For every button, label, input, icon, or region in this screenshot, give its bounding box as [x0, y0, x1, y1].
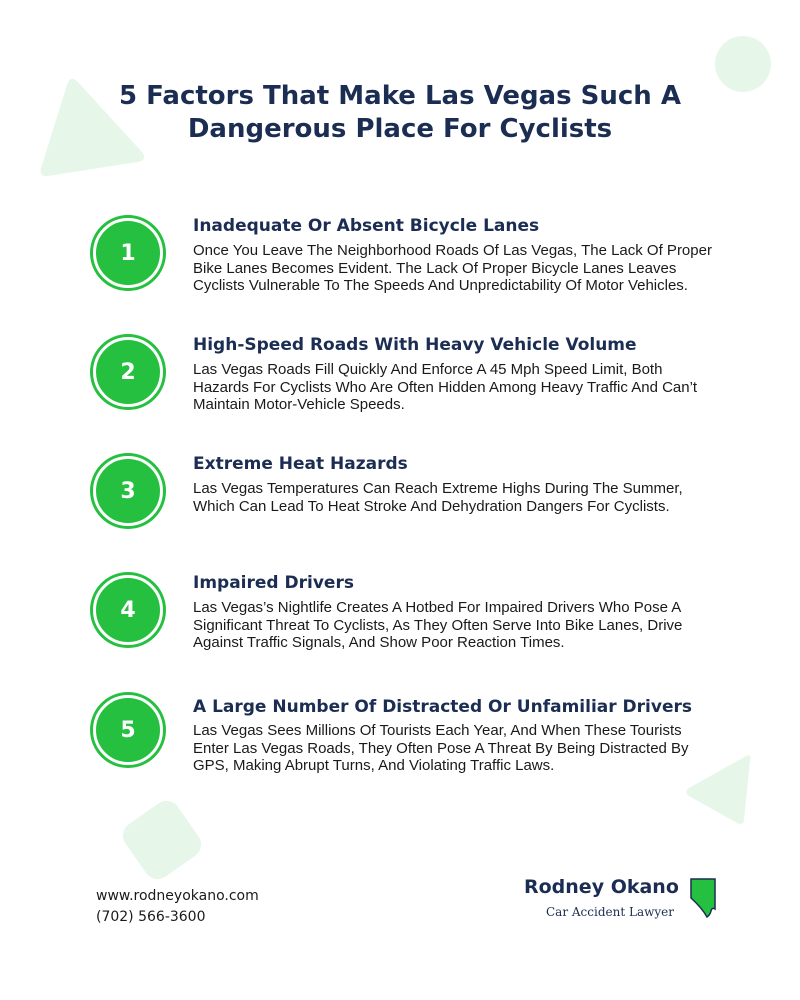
factor-number: 5: [120, 717, 136, 743]
factor-heading: High-Speed Roads With Heavy Vehicle Volume: [193, 335, 637, 355]
brand-logo: [524, 876, 724, 924]
decor-rounded-square-bottom-left: [112, 790, 212, 890]
factor-description: Las Vegas’s Nightlife Creates A Hotbed For Impaired Drivers Who Pose A Significant Threat To Cyclists, As They Often Serve Into Bike Lanes, Drive Against Traffic Signals, And Show Poor Reaction Times.: [193, 599, 683, 652]
title-line-1: 5 Factors That Make Las Vegas Such A: [119, 81, 681, 111]
website-link[interactable]: www.rodneyokano.com: [96, 888, 259, 904]
factor-number: 4: [120, 597, 136, 623]
factor-number: 1: [120, 240, 136, 266]
logo-tagline: Car Accident Lawyer: [546, 905, 674, 919]
factor-description: Las Vegas Roads Fill Quickly And Enforce A 45 Mph Speed Limit, Both Hazards For Cyclists Who Are Often Hidden Among Heavy Traffic And Can’t Maintain Motor-Vehicle Speeds.: [193, 361, 698, 414]
nevada-state-icon: [690, 878, 716, 918]
factor-number-badge: [90, 572, 166, 648]
factor-number-badge: [90, 334, 166, 410]
factor-heading: Impaired Drivers: [193, 573, 354, 593]
contact-info: [96, 886, 259, 928]
factor-description: Las Vegas Sees Millions Of Tourists Each Year, And When These Tourists Enter Las Vegas Roads, They Often Pose A Threat By Being Distracted By GPS, Making Abrupt Turns, And Violating Traffic Laws.: [193, 722, 689, 775]
factor-description: Las Vegas Temperatures Can Reach Extreme Highs During The Summer, Which Can Lead To Heat Stroke And Dehydration Dangers For Cyclists.: [193, 480, 683, 515]
factor-heading: A Large Number Of Distracted Or Unfamiliar Drivers: [193, 697, 692, 717]
factor-number-badge: [90, 215, 166, 291]
factor-heading: Extreme Heat Hazards: [193, 454, 408, 474]
phone-number[interactable]: (702) 566-3600: [96, 909, 206, 925]
factor-number-badge: [90, 453, 166, 529]
page-title: [60, 80, 740, 146]
factor-number: 2: [120, 359, 136, 385]
factor-description: Once You Leave The Neighborhood Roads Of Las Vegas, The Lack Of Proper Bike Lanes Becomes Evident. The Lack Of Proper Bicycle Lanes Leaves Cyclists Vulnerable To The Speeds And Unpredictability Of Motor Vehicles.: [193, 242, 712, 295]
factor-number: 3: [120, 478, 136, 504]
title-line-2: Dangerous Place For Cyclists: [187, 114, 613, 144]
factor-heading: Inadequate Or Absent Bicycle Lanes: [193, 216, 540, 236]
factor-number-badge: [90, 692, 166, 768]
logo-name: Rodney Okano: [524, 876, 679, 898]
